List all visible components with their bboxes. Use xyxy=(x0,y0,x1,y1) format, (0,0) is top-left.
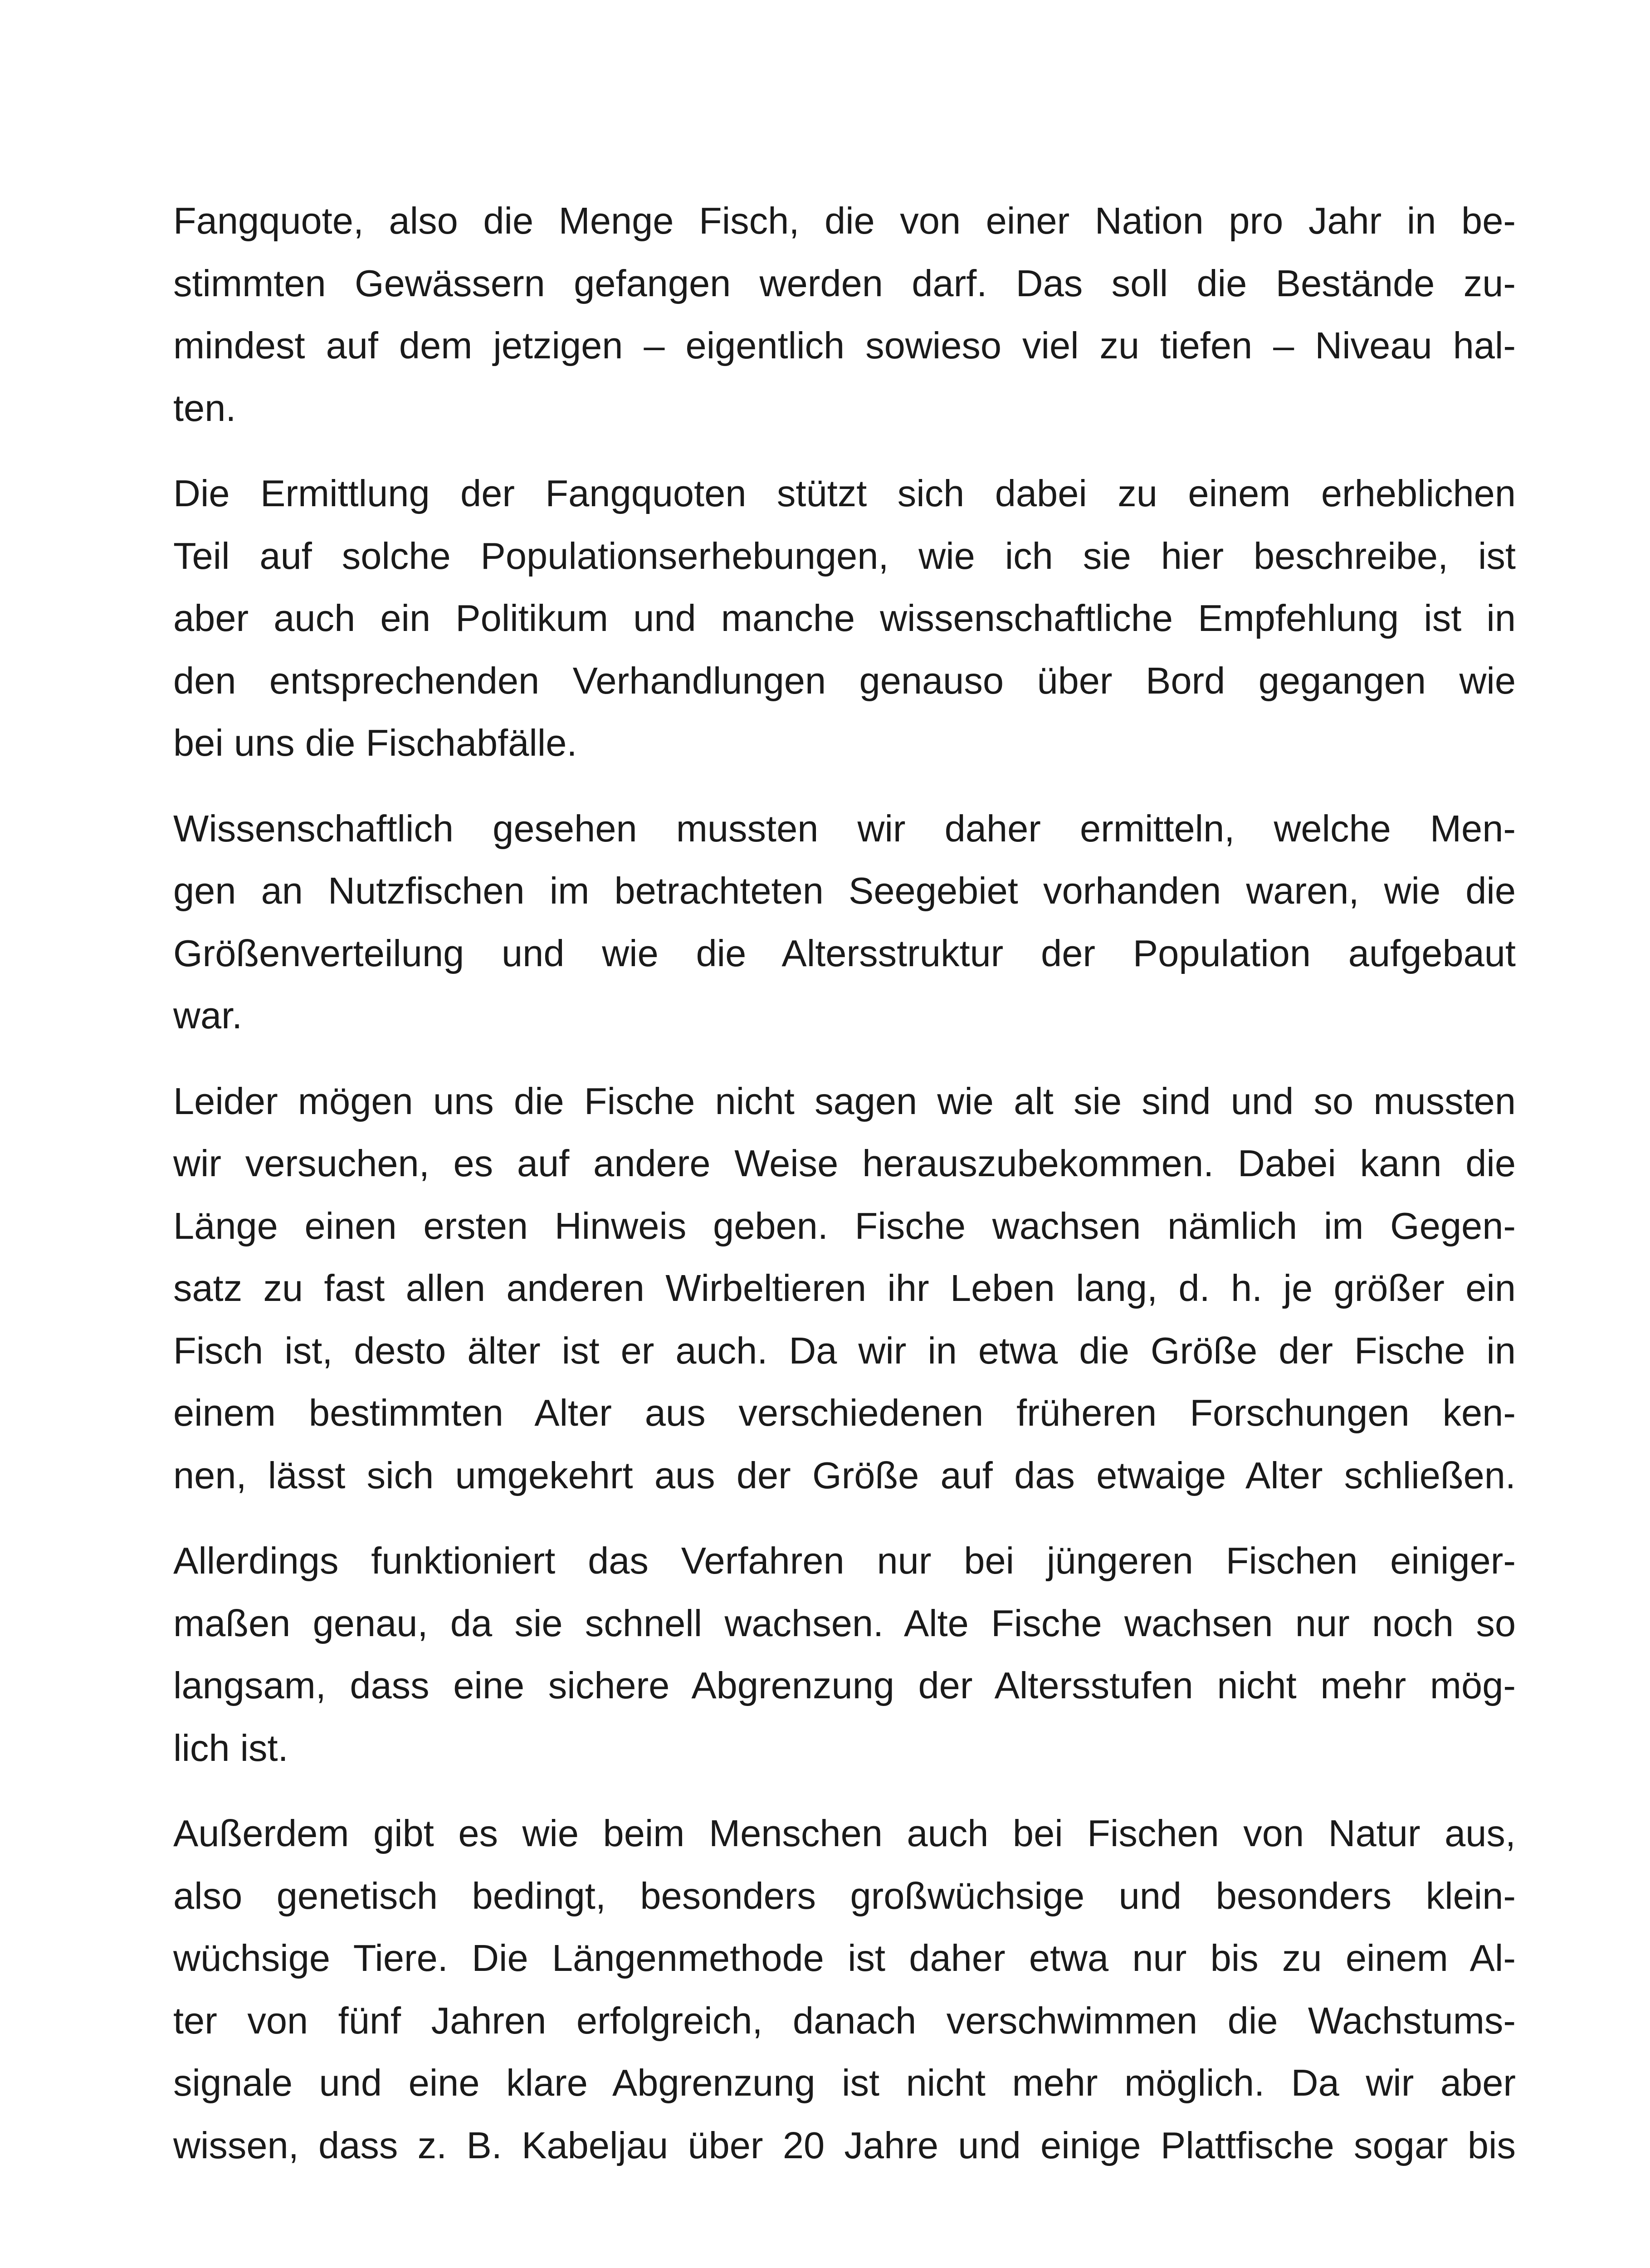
text-line: wüchsige Tiere. Die Längenmethode ist daher etwa nur bis zu einem Al- xyxy=(173,1937,1516,1979)
paragraph-spacing xyxy=(173,1506,1516,1530)
text-line: den entsprechenden Verhandlungen genauso über Bord gegangen wie xyxy=(173,659,1516,702)
text-line: signale und eine klare Abgrenzung ist nicht mehr möglich. Da wir aber xyxy=(173,2062,1516,2104)
paragraph-6 xyxy=(173,1802,1516,2176)
paragraph-4 xyxy=(173,1070,1516,1507)
text-line: einem bestimmten Alter aus verschiedenen früheren Forschungen ken- xyxy=(173,1392,1516,1434)
text-line: Die Ermittlung der Fangquoten stützt sich dabei zu einem erheblichen xyxy=(173,472,1516,514)
text-line: Fisch ist, desto älter ist er auch. Da wir in etwa die Größe der Fische in xyxy=(173,1329,1516,1372)
text-line: wissen, dass z. B. Kabeljau über 20 Jahre und einige Plattfische sogar bis xyxy=(173,2124,1516,2166)
text-line: lich ist. xyxy=(173,1726,288,1769)
text-line: satz zu fast allen anderen Wirbeltieren ihr Leben lang, d. h. je größer ein xyxy=(173,1267,1516,1309)
text-line: Größenverteilung und wie die Altersstruktur der Population aufgebaut xyxy=(173,932,1516,974)
text-line: bei uns die Fischabfälle. xyxy=(173,722,577,764)
text-line: wir versuchen, es auf andere Weise herauszubekommen. Dabei kann die xyxy=(173,1142,1516,1184)
text-line: Länge einen ersten Hinweis geben. Fische wachsen nämlich im Gegen- xyxy=(173,1204,1516,1247)
text-line: Fangquote, also die Menge Fisch, die von einer Nation pro Jahr in be- xyxy=(173,200,1516,242)
text-line: nen, lässt sich umgekehrt aus der Größe auf das etwaige Alter schließen. xyxy=(173,1454,1516,1496)
text-line: gen an Nutzfischen im betrachteten Seegebiet vorhanden waren, wie die xyxy=(173,870,1516,912)
paragraph-1 xyxy=(173,190,1516,439)
text-line: langsam, dass eine sichere Abgrenzung der Altersstufen nicht mehr mög- xyxy=(173,1664,1516,1706)
text-line: Teil auf solche Populationserhebungen, wie ich sie hier beschreibe, ist xyxy=(173,534,1516,577)
paragraph-spacing xyxy=(173,1047,1516,1070)
text-line: Allerdings funktioniert das Verfahren nur bei jüngeren Fischen einiger- xyxy=(173,1540,1516,1582)
text-line: Wissenschaftlich gesehen mussten wir daher ermitteln, welche Men- xyxy=(173,807,1516,850)
paragraph-spacing xyxy=(173,1779,1516,1802)
paragraph-spacing xyxy=(173,774,1516,797)
text-line: aber auch ein Politikum und manche wissenschaftliche Empfehlung ist in xyxy=(173,597,1516,639)
text-line: war. xyxy=(173,994,243,1036)
text-line: ten. xyxy=(173,386,236,429)
paragraph-2 xyxy=(173,462,1516,774)
text-line: Leider mögen uns die Fische nicht sagen wie alt sie sind und so mussten xyxy=(173,1080,1516,1122)
body-text xyxy=(173,190,1516,2176)
text-line: ter von fünf Jahren erfolgreich, danach verschwimmen die Wachstums- xyxy=(173,1999,1516,2042)
paragraph-3 xyxy=(173,797,1516,1047)
text-line: also genetisch bedingt, besonders großwüchsige und besonders klein- xyxy=(173,1874,1516,1917)
text-line: maßen genau, da sie schnell wachsen. Alte Fische wachsen nur noch so xyxy=(173,1602,1516,1644)
paragraph-spacing xyxy=(173,439,1516,462)
text-line: Außerdem gibt es wie beim Menschen auch bei Fischen von Natur aus, xyxy=(173,1812,1516,1854)
paragraph-5 xyxy=(173,1530,1516,1779)
text-line: stimmten Gewässern gefangen werden darf. Das soll die Bestände zu- xyxy=(173,262,1516,304)
text-line: mindest auf dem jetzigen – eigentlich sowieso viel zu tiefen – Niveau hal- xyxy=(173,324,1516,367)
